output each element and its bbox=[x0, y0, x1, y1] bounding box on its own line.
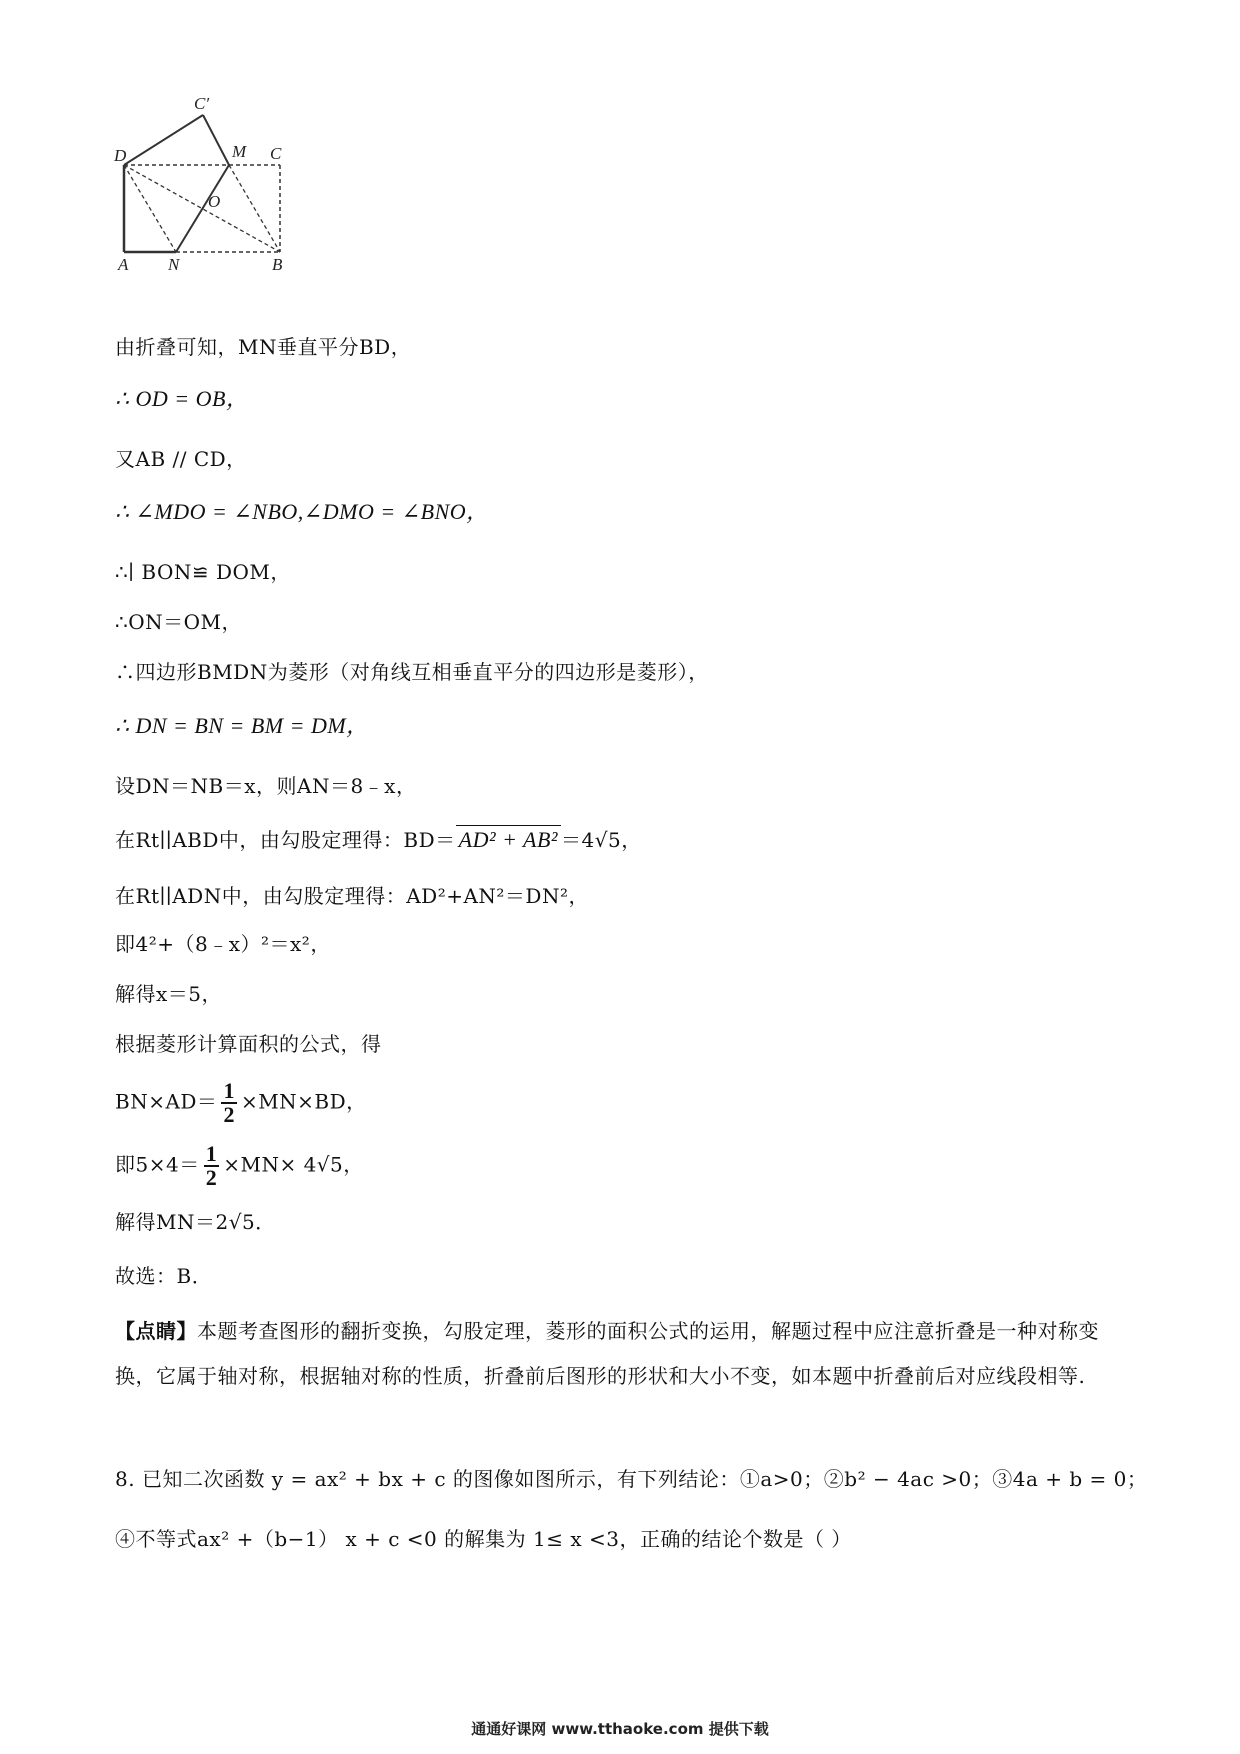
label-a: A bbox=[118, 255, 129, 274]
solution-line-16 bbox=[115, 1143, 364, 1189]
question-8-line-2: ④不等式ax² +（b−1） x + c <0 的解集为 1≤ x <3，正确的结论个数是（ ） bbox=[115, 1527, 852, 1551]
solution-line-1: 由折叠可知，MN垂直平分BD， bbox=[115, 335, 412, 359]
area-values-prefix: 即5×4＝ bbox=[115, 1152, 200, 1177]
geometry-figure bbox=[112, 95, 342, 310]
area-formula-prefix: BN×AD＝ bbox=[115, 1089, 218, 1114]
area-formula-suffix: ×MN×BD， bbox=[240, 1089, 367, 1114]
comment-paragraph bbox=[115, 1309, 1130, 1399]
answer-line: 故选：B． bbox=[115, 1264, 213, 1288]
solution-line-3: 又AB // CD， bbox=[115, 447, 247, 471]
label-d: D bbox=[114, 146, 127, 165]
fraction-numerator: 1 bbox=[223, 1078, 235, 1103]
label-o: O bbox=[208, 192, 221, 211]
solution-line-13: 解得x＝5， bbox=[115, 982, 223, 1006]
solution-line-7: ∴四边形BMDN为菱形（对角线互相垂直平分的四边形是菱形）， bbox=[115, 660, 709, 684]
fraction-denominator-2: 2 bbox=[205, 1165, 218, 1190]
pythagoras-abd-prefix: 在Rt∣∣ABD中，由勾股定理得：BD＝ bbox=[115, 828, 456, 852]
area-values-suffix: ×MN× 4√5， bbox=[223, 1152, 364, 1177]
label-b: B bbox=[272, 255, 283, 274]
solution-line-9: 设DN＝NB＝x，则AN＝8﹣x， bbox=[115, 774, 417, 798]
label-n: N bbox=[168, 255, 180, 274]
comment-tag: 【点睛】 bbox=[115, 1319, 197, 1343]
solution-line-10 bbox=[115, 825, 642, 854]
solution-line-5: ∴∣ BON≌ DOM， bbox=[115, 560, 291, 584]
solution-line-4: ∴ ∠MDO = ∠NBO,∠DMO = ∠BNO， bbox=[115, 499, 489, 524]
fraction-numerator-2: 1 bbox=[205, 1141, 218, 1166]
question-8-line-1: 8. 已知二次函数 y = ax² + bx + c 的图像如图所示，有下列结论：①a>0；②b² − 4ac >0；③4a + b = 0； bbox=[115, 1467, 1148, 1491]
solution-line-15 bbox=[115, 1080, 367, 1126]
solution-line-2: ∴ OD = OB， bbox=[115, 386, 249, 411]
pythagoras-abd-result: ＝4√5， bbox=[561, 828, 642, 852]
page-footer: 通通好课网 www.tthaoke.com 提供下载 bbox=[471, 1720, 769, 1738]
solution-line-17: 解得MN＝2√5． bbox=[115, 1210, 276, 1234]
label-c: C bbox=[270, 144, 282, 163]
fold-diagram bbox=[112, 95, 342, 310]
radical-ad-ab: AD² + AB² bbox=[456, 825, 561, 854]
label-m: M bbox=[232, 142, 247, 161]
solution-line-8: ∴ DN = BN = BM = DM， bbox=[115, 713, 369, 738]
fraction-half bbox=[221, 1080, 237, 1126]
solution-line-11: 在Rt∣∣ADN中，由勾股定理得：AD²+AN²＝DN²， bbox=[115, 884, 589, 908]
solution-line-14: 根据菱形计算面积的公式，得 bbox=[115, 1032, 382, 1056]
comment-text: 本题考查图形的翻折变换，勾股定理，菱形的面积公式的运用，解题过程中应注意折叠是一种对称变换，它属于轴对称，根据轴对称的性质，折叠前后图形的形状和大小不变，如本题中折叠前后对应线段相等. bbox=[115, 1319, 1099, 1388]
label-c-prime: C′ bbox=[194, 95, 210, 113]
solution-line-12: 即4²+（8﹣x）²＝x²， bbox=[115, 932, 331, 956]
fraction-half-2 bbox=[204, 1143, 220, 1189]
fraction-denominator: 2 bbox=[223, 1102, 235, 1127]
solution-line-6: ∴ON＝OM， bbox=[115, 610, 242, 634]
